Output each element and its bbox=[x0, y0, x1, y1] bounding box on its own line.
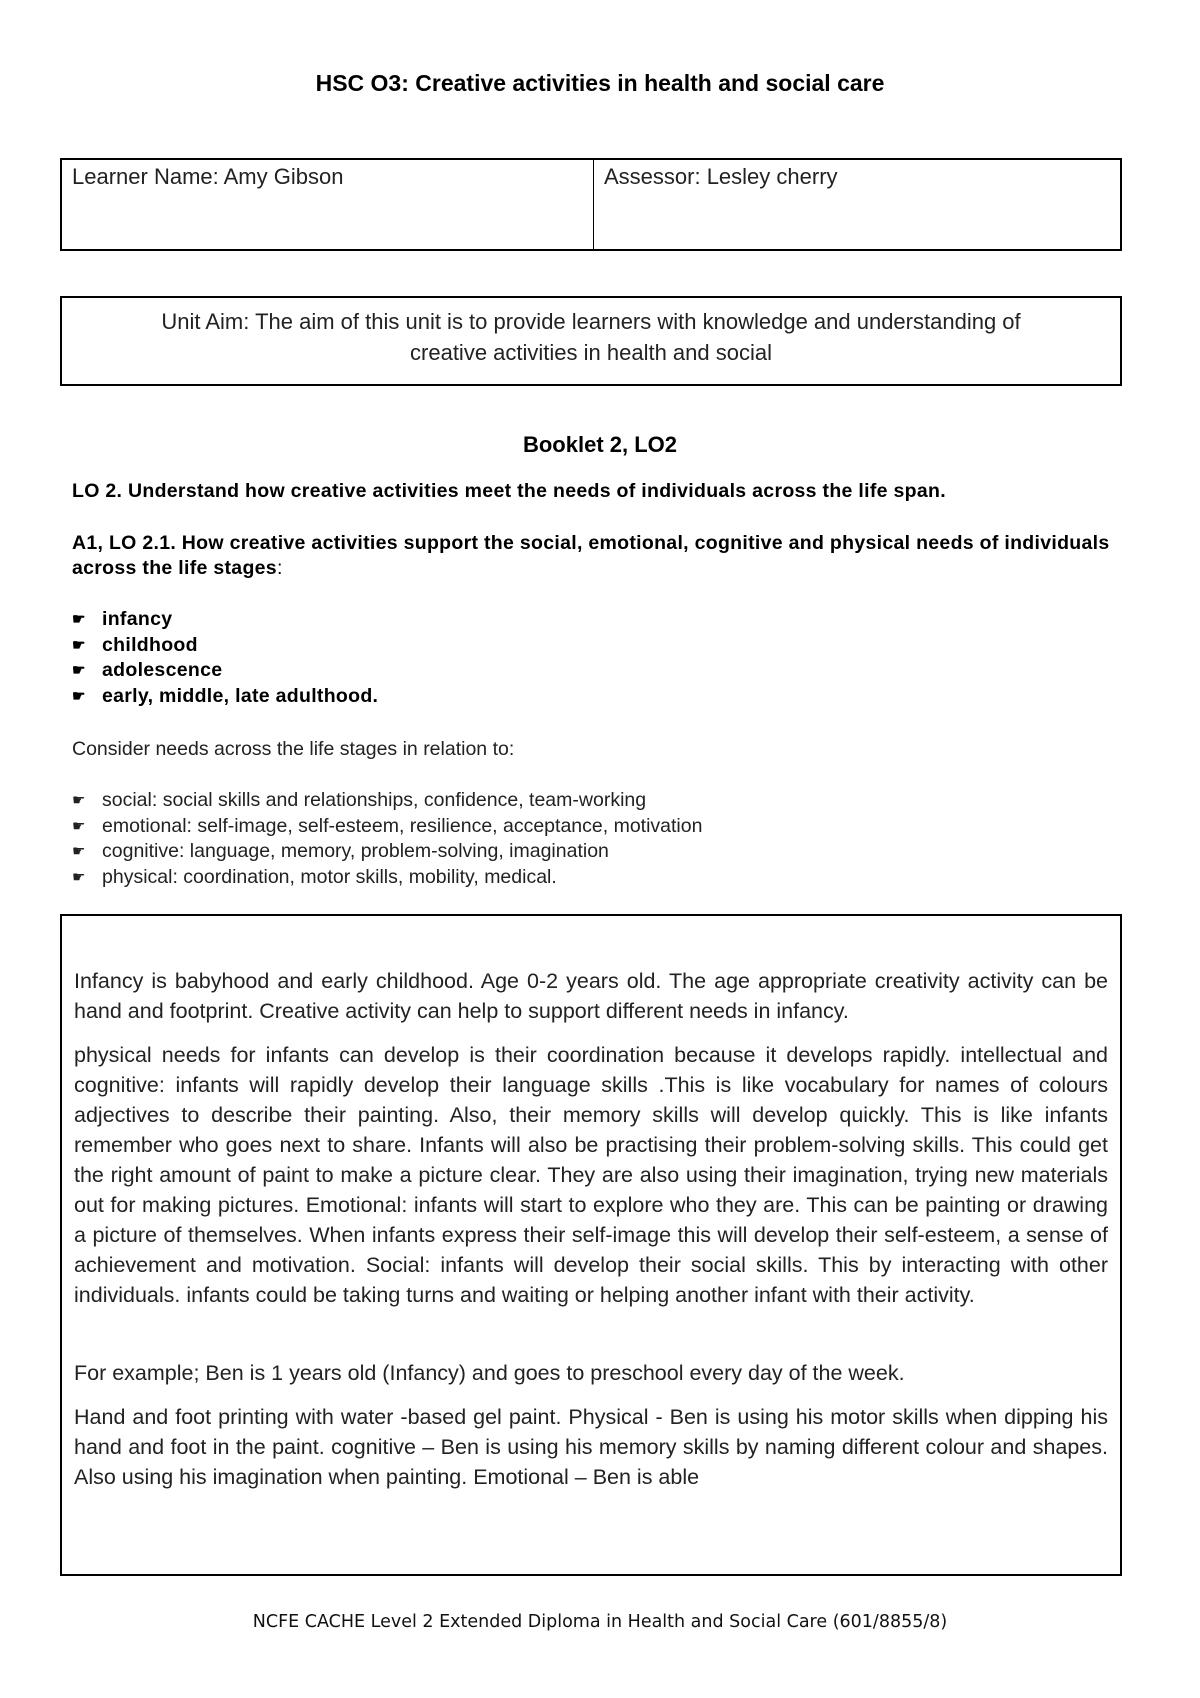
pointing-hand-icon: ☛ bbox=[72, 817, 86, 835]
pointing-hand-icon: ☛ bbox=[72, 611, 86, 628]
list-item bbox=[72, 788, 702, 814]
list-item bbox=[72, 814, 702, 840]
life-stages-list bbox=[72, 607, 378, 709]
life-stage-label: early, middle, late adulthood. bbox=[102, 684, 379, 707]
page-footer: NCFE CACHE Level 2 Extended Diploma in Health and Social Care (601/8855/8) bbox=[252, 1612, 948, 1632]
need-label: emotional: self-image, self-esteem, resilience, acceptance, motivation bbox=[102, 814, 703, 837]
list-item bbox=[72, 607, 378, 633]
answer-paragraph-intro: Infancy is babyhood and early childhood. Age 0-2 years old. The age appropriate creativity activity can be hand and footprint. Creative activity can help to support different needs in infancy. bbox=[74, 969, 1108, 1023]
assessor-cell: Assessor: Lesley cherry bbox=[604, 164, 838, 189]
answer-paragraph-activity: Hand and foot printing with water -based gel paint. Physical - Ben is using his motor skills when dipping his hand and foot in the paint. cognitive – Ben is using his memory skills by naming different colour and shapes. Also using his imagination when painting. Emotional – Ben is able bbox=[74, 1405, 1108, 1489]
lo2-heading: LO 2. Understand how creative activities meet the needs of individuals across the life span. bbox=[72, 480, 946, 502]
need-label: cognitive: language, memory, problem-solving, imagination bbox=[102, 840, 609, 862]
answer-box bbox=[60, 914, 1122, 1576]
unit-aim-box: Unit Aim: The aim of this unit is to provide learners with knowledge and understanding of creative activities in health and social bbox=[60, 296, 1122, 386]
list-item bbox=[72, 865, 702, 891]
list-item bbox=[72, 684, 378, 710]
pointing-hand-icon: ☛ bbox=[72, 843, 86, 860]
pointing-hand-icon: ☛ bbox=[72, 687, 86, 705]
life-stage-label: childhood bbox=[102, 633, 198, 656]
life-stage-label: adolescence bbox=[102, 659, 223, 681]
pointing-hand-icon: ☛ bbox=[72, 662, 86, 679]
page-title: HSC O3: Creative activities in health and social care bbox=[315, 70, 885, 96]
learner-info-table bbox=[60, 158, 1122, 251]
learner-name-cell: Learner Name: Amy Gibson bbox=[62, 160, 594, 249]
need-label: physical: coordination, motor skills, mobility, medical. bbox=[102, 865, 557, 888]
pointing-hand-icon: ☛ bbox=[72, 636, 86, 654]
life-stage-label: infancy bbox=[102, 608, 173, 630]
list-item bbox=[72, 658, 378, 684]
need-label: social: social skills and relationships, confidence, team-working bbox=[102, 789, 647, 811]
answer-paragraph-example: For example; Ben is 1 years old (Infancy) and goes to preschool every day of the week. bbox=[74, 1361, 905, 1385]
a1-heading-colon: : bbox=[276, 557, 283, 579]
pointing-hand-icon: ☛ bbox=[72, 868, 86, 886]
a1-heading bbox=[72, 531, 1122, 581]
answer-paragraph-needs: physical needs for infants can develop is their coordination because it develops rapidly. intellectual and cognitive: infants will rapidly develop their language skills .This is like vocabulary for names of colours adjectives to describe their painting. Also, their memory skills will develop quickly. This is like infants remember who goes next to share. Infants will also be practising their problem-solving skills. This could get the right amount of paint to make a picture clear. They are also using their imagination, trying new materials out for making pictures. Emotional: infants will start to explore who they are. This can be painting or drawing a picture of themselves. When infants express their self-image this will develop their self-esteem, a sense of achievement and motivation. Social: infants will develop their social skills. This by interacting with other individuals. infants could be taking turns and waiting or helping another infant with their activity. bbox=[74, 1043, 1108, 1307]
list-item bbox=[72, 839, 702, 865]
consider-needs-text: Consider needs across the life stages in relation to: bbox=[72, 738, 515, 760]
list-item bbox=[72, 633, 378, 659]
booklet-title: Booklet 2, LO2 bbox=[522, 432, 678, 457]
pointing-hand-icon: ☛ bbox=[72, 792, 86, 809]
a1-heading-text: A1, LO 2.1. How creative activities support the social, emotional, cognitive and physical needs of individuals across the life stages bbox=[72, 532, 1110, 579]
needs-list bbox=[72, 788, 702, 890]
